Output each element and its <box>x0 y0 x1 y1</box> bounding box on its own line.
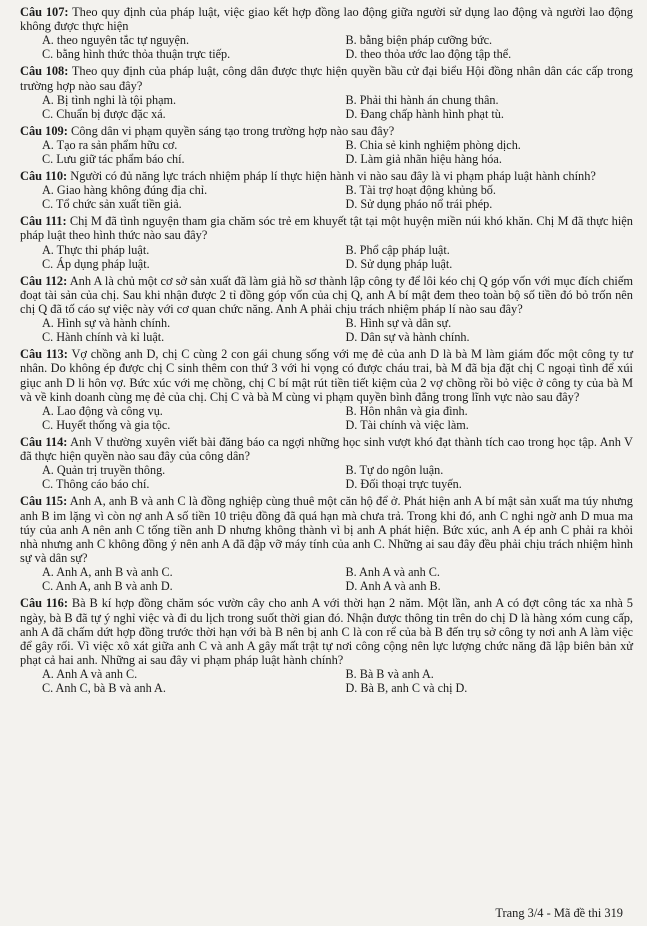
question-stem <box>20 169 633 183</box>
answer-option: C. Lưu giữ tác phẩm báo chí. <box>42 152 185 167</box>
question-block <box>20 274 633 345</box>
question-number: Câu 115: <box>20 494 68 509</box>
question-block <box>20 5 633 61</box>
question-stem <box>20 274 633 317</box>
question-text: Theo quy định của pháp luật, việc giao kết hợp đồng lao động giữa người sử dụng lao động và người lao động không được thực hiện <box>20 5 633 34</box>
question-stem <box>20 494 633 565</box>
question-block <box>20 169 633 211</box>
answer-option: D. Làm giả nhãn hiệu hàng hóa. <box>345 152 502 167</box>
question-number: Câu 113: <box>20 347 68 362</box>
answer-option: A. Hình sự và hành chính. <box>42 316 171 331</box>
answer-option: C. Anh A, anh B và anh D. <box>42 579 173 594</box>
page-footer: Trang 3/4 - Mã đề thi 319 <box>495 906 623 920</box>
answer-option: D. Tài chính và việc làm. <box>345 418 469 433</box>
answer-option: B. bằng biện pháp cưỡng bức. <box>345 33 493 48</box>
question-stem <box>20 347 633 404</box>
answer-option: C. Huyết thống và gia tộc. <box>42 418 171 433</box>
answer-option: B. Tự do ngôn luận. <box>345 463 444 478</box>
question-text: Anh V thường xuyên viết bài đăng báo ca ngợi những học sinh vượt khó đạt thành tích cao trong học tập. Anh V đã thực hiện quyền nào sau đây của công dân? <box>20 435 633 464</box>
question-number: Câu 110: <box>20 169 68 184</box>
answer-option: C. Anh C, bà B và anh A. <box>42 681 166 696</box>
answer-option: B. Bà B và anh A. <box>345 667 434 682</box>
answer-options <box>20 565 633 593</box>
answer-option: D. Đối thoại trực tuyến. <box>345 477 462 492</box>
answer-option: B. Phổ cập pháp luật. <box>345 242 450 257</box>
question-stem <box>20 435 633 463</box>
question-number: Câu 108: <box>20 64 69 79</box>
answer-option: A. Tạo ra sản phẩm hữu cơ. <box>42 138 178 153</box>
question-text: Theo quy định của pháp luật, công dân được thực hiện quyền bầu cử đại biểu Hội đồng nhân dân các cấp trong trường hợp nào sau đây? <box>20 64 633 93</box>
answer-option: D. Đang chấp hành hình phạt tù. <box>345 106 504 121</box>
answer-option: C. Thông cáo báo chí. <box>42 477 150 492</box>
answer-option: B. Phải thi hành án chung thân. <box>345 92 499 107</box>
answer-option: C. Chuẩn bị được đặc xá. <box>42 106 166 121</box>
answer-option: B. Tài trợ hoạt động khủng bố. <box>345 183 496 198</box>
question-number: Câu 116: <box>20 596 68 611</box>
question-block <box>20 347 633 432</box>
question-stem <box>20 214 633 242</box>
answer-option: B. Hôn nhân và gia đình. <box>345 404 468 419</box>
answer-option: A. theo nguyên tắc tự nguyện. <box>42 33 190 48</box>
question-text: Chị M đã tình nguyện tham gia chăm sóc trẻ em khuyết tật tại một huyện miền núi khó khăn. Chị M đã thực hiện pháp luật theo hình thức nào sau đây? <box>20 214 633 243</box>
answer-option: A. Quản trị truyền thông. <box>42 463 166 478</box>
question-block <box>20 494 633 593</box>
question-text: Anh A, anh B và anh C là đồng nghiệp cùng thuê một căn hộ để ở. Phát hiện anh A bí mật sản xuất ma túy nhưng anh B im lặng vì còn nợ anh A số tiền 10 triệu đồng đã quá hạn mà chưa trả. Trong khi đó, anh C nghi ngờ anh D mua ma túy của anh A nên anh C tống tiền anh D nhưng không thành vì bị anh A phát hiện. Bức xúc, anh A ép anh C phải ra khỏi nhà nhưng anh C không đồng ý nên anh A đã đập vỡ máy tính của anh C. Những ai sau đây đều phải chịu trách nhiệm hình sự và dân sự? <box>20 494 634 566</box>
answer-options <box>20 463 633 491</box>
question-block <box>20 596 633 695</box>
answer-option: C. Tổ chức sản xuất tiền giả. <box>42 197 182 212</box>
question-number: Câu 109: <box>20 123 68 138</box>
answer-options <box>20 667 633 695</box>
answer-option: A. Giao hàng không đúng địa chỉ. <box>42 183 208 198</box>
question-number: Câu 111: <box>20 214 67 229</box>
answer-options <box>20 316 633 344</box>
question-stem <box>20 596 633 667</box>
question-stem <box>20 5 633 33</box>
answer-options <box>20 93 633 121</box>
answer-option: D. Sử dụng pháo nổ trái phép. <box>345 197 493 212</box>
question-text: Người có đủ năng lực trách nhiệm pháp lí thực hiện hành vi nào sau đây là vi phạm pháp luật hành chính? <box>70 169 596 184</box>
answer-option: B. Anh A và anh C. <box>345 565 440 580</box>
question-number: Câu 112: <box>20 273 68 288</box>
answer-option: B. Hình sự và dân sự. <box>345 316 452 331</box>
answer-option: B. Chia sẻ kinh nghiệm phòng dịch. <box>345 138 521 153</box>
answer-options <box>20 404 633 432</box>
answer-option: C. Hành chính và kỉ luật. <box>42 330 165 345</box>
question-block <box>20 435 633 491</box>
answer-option: A. Anh A, anh B và anh C. <box>42 565 173 580</box>
answer-option: D. Anh A và anh B. <box>345 579 441 594</box>
question-block <box>20 64 633 120</box>
answer-option: D. Bà B, anh C và chị D. <box>345 681 468 696</box>
answer-option: D. theo thỏa ước lao động tập thể. <box>345 47 512 62</box>
question-block <box>20 214 633 270</box>
question-text: Vợ chồng anh D, chị C cùng 2 con gái chung sống với mẹ đẻ của anh D là bà M làm giám đốc một công ty tư nhân. Do không ép được chị C sinh thêm con thứ 3 với hi vọng có được cháu trai, bà M đã bịa đặt chị C ngoại tình để xúi giục anh D li hôn vợ. Bức xúc với mẹ chồng, chị C bí mật rút tiền tiết kiệm của 2 vợ chồng rồi bỏ việc ở công ty của bà M và về kinh doanh cùng mẹ đẻ của chị. Chị C và bà M cùng vi phạm quyền bình đẳng trong lĩnh vực nào sau đây? <box>20 347 633 404</box>
answer-option: C. bằng hình thức thỏa thuận trực tiếp. <box>42 47 231 62</box>
answer-options <box>20 138 633 166</box>
answer-options <box>20 183 633 211</box>
answer-options <box>20 243 633 271</box>
answer-option: A. Bị tình nghi là tội phạm. <box>42 92 177 107</box>
question-block <box>20 124 633 166</box>
question-text: Bà B kí hợp đồng chăm sóc vườn cây cho anh A với thời hạn 2 năm. Một lần, anh A có đợt công tác xa nhà 5 ngày, bà B đã tự ý nghỉ việc và đi du lịch trong suốt thời gian đó. Nhận được thông tin trên do chị D là hàng xóm cung cấp, anh A đã chấm dứt hợp đồng trước thời hạn với bà B nên bị anh C là con rể của bà B đến trụ sở công ty nơi anh A làm việc để gây rối. Vì việc xô xát giữa anh C và anh A gây mất trật tự nơi công cộng nên lực lượng chức năng đã lập biên bản xử phạt cả hai anh. Những ai sau đây vi phạm pháp luật hành chính? <box>20 596 633 668</box>
question-stem <box>20 64 633 92</box>
answer-option: A. Lao động và công vụ. <box>42 404 163 419</box>
answer-option: D. Sử dụng pháp luật. <box>345 256 453 271</box>
answer-option: A. Thực thi pháp luật. <box>42 242 150 257</box>
question-text: Công dân vi phạm quyền sáng tạo trong trường hợp nào sau đây? <box>70 123 395 138</box>
question-text: Anh A là chủ một cơ sở sản xuất đã làm giả hồ sơ thành lập công ty để lôi kéo chị Q góp vốn với mục đích chiếm đoạt tài sản của chị. Sau khi nhận được 2 tỉ đồng góp vốn của chị Q, anh A bí mật đem theo toàn bộ số tiền đó bỏ trốn nên chị Q đã tố cáo sự việc này với cơ quan chức năng. Anh A phải chịu trách nhiệm pháp lí nào sau đây? <box>20 273 633 317</box>
question-stem <box>20 124 633 138</box>
answer-option: D. Dân sự và hành chính. <box>345 330 470 345</box>
question-number: Câu 114: <box>20 435 68 450</box>
answer-option: C. Áp dụng pháp luật. <box>42 256 150 271</box>
answer-options <box>20 33 633 61</box>
answer-option: A. Anh A và anh C. <box>42 667 138 682</box>
question-number: Câu 107: <box>20 5 69 19</box>
